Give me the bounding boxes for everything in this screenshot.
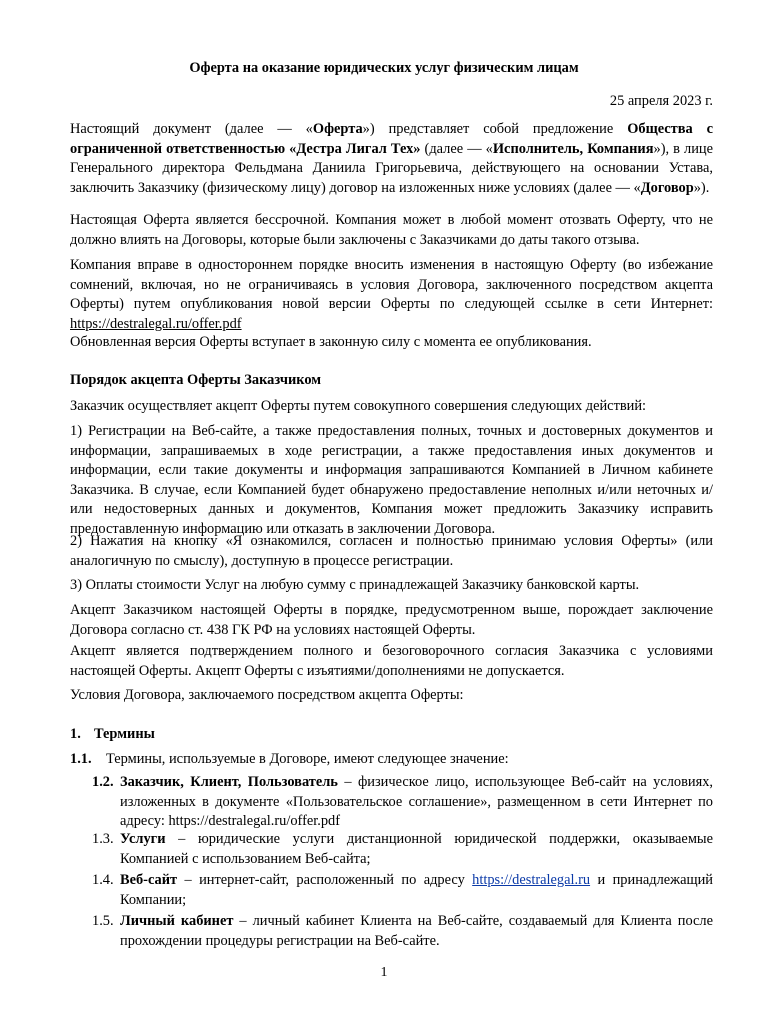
acceptance-paragraph-4: 3) Оплаты стоимости Услуг на любую сумму с принадлежащей Заказчику банковской карты. bbox=[70, 577, 640, 593]
acceptance-heading: Порядок акцепта Оферты Заказчиком bbox=[70, 372, 322, 388]
term-item-1-1 bbox=[70, 750, 713, 770]
acceptance-paragraph-7: Условия Договора, заключаемого посредством акцепта Оферты: bbox=[70, 687, 464, 703]
intro-paragraph-2: Настоящая Оферта является бессрочной. Компания может в любой момент отозвать Оферту, что не должно влиять на Договоры, которые были заключены с Заказчиками до даты такого отзыва. bbox=[70, 212, 713, 248]
section-title: Термины bbox=[94, 726, 155, 742]
term-item-1-3: 1.3. Услуги – юридические услуги дистанционной юридической поддержки, оказываемые Компанией с использованием Веб-сайта; bbox=[92, 831, 713, 867]
website-link[interactable]: https://destralegal.ru bbox=[472, 872, 591, 888]
term-item-1-2: 1.2. Заказчик, Клиент, Пользователь – физическое лицо, использующее Веб-сайт на условиях, изложенных в документе «Пользовательское соглашение», размещенном в сети Интернет по адресу: https://destralegal.ru/offer.pdf bbox=[92, 774, 713, 829]
item-number: 1.5. bbox=[92, 913, 114, 929]
intro-paragraph-3: Компания вправе в одностороннем порядке вносить изменения в настоящую Оферту (во избежание сомнений, включая, но не ограничиваясь в условия Договора, заключенного посредством акцепта Оферты) путем опубликования новой версии Оферты по следующей ссылке в сети Интернет: https://destralegal.ru/offer.pdf bbox=[70, 257, 713, 332]
term-name: Заказчик, Клиент, Пользователь bbox=[120, 774, 338, 790]
item-number: 1.1. bbox=[70, 751, 92, 767]
intro-paragraph-1: Настоящий документ (далее — «Оферта») представляет собой предложение Общества с ограниченной ответственностью «Дестра Лигал Тех» (далее — «Исполнитель, Компания»), в лице Генерального директора Фельдмана Даниила Григорьевича, действующего на основании Устава, заключить Заказчику (физическому лицу) договор на изложенных ниже условиях (далее — «Договор»). bbox=[70, 121, 714, 196]
item-number: 1.2. bbox=[92, 774, 114, 790]
item-number: 1.3. bbox=[92, 831, 114, 847]
page-number: 1 bbox=[380, 965, 388, 980]
section-number: 1. bbox=[70, 726, 81, 742]
acceptance-paragraph-6: Акцепт является подтверждением полного и безоговорочного согласия Заказчика с условиями настоящей Оферты. Акцепт Оферты с изъятиями/дополнениями не допускается. bbox=[70, 643, 713, 679]
term-item-1-4: 1.4. Веб-сайт – интернет-сайт, расположенный по адресу https://destralegal.ru и принадлежащий Компании; bbox=[92, 872, 713, 908]
acceptance-paragraph-2: 1) Регистрации на Веб-сайте, а также предоставления полных, точных и достоверных документов и информации, запрашиваемых в ходе регистрации, а также предоставления иных документов и информации, если такие документы и информация запрашиваются Компанией в Личном кабинете Заказчика. В случае, если Компанией будет обнаружено предоставление неполных и/или неточных и/или недостоверных данных и документов, Компания может предложить Заказчику исправить предоставленную информацию или отказать в заключении Договора. bbox=[70, 423, 713, 537]
term-name: Веб-сайт bbox=[120, 872, 178, 888]
term-name: Личный кабинет bbox=[120, 913, 234, 929]
acceptance-paragraph-1: Заказчик осуществляет акцепт Оферты путем совокупного совершения следующих действий: bbox=[70, 398, 647, 414]
acceptance-paragraph-5: Акцепт Заказчиком настоящей Оферты в порядке, предусмотренном выше, порождает заключение Договора согласно ст. 438 ГК РФ на условиях настоящей Оферты. bbox=[70, 602, 713, 638]
item-number: 1.4. bbox=[92, 872, 114, 888]
document-title: Оферта на оказание юридических услуг физическим лицам bbox=[189, 60, 579, 76]
term-name: Услуги bbox=[120, 831, 166, 847]
intro-paragraph-4: Обновленная версия Оферты вступает в законную силу с момента ее опубликования. bbox=[70, 334, 592, 350]
term-item-1-5: 1.5. Личный кабинет – личный кабинет Клиента на Веб-сайте, создаваемый для Клиента после прохождении процедуры регистрации на Веб-сайте. bbox=[92, 913, 713, 949]
document-date: 25 апреля 2023 г. bbox=[609, 93, 713, 109]
item-text: Термины, используемые в Договоре, имеют следующее значение: bbox=[106, 751, 509, 767]
offer-link[interactable]: https://destralegal.ru/offer.pdf bbox=[70, 315, 242, 332]
acceptance-paragraph-3: 2) Нажатия на кнопку «Я ознакомился, согласен и полностью принимаю условия Оферты» (или аналогичную по смыслу), доступную в процессе регистрации. bbox=[70, 533, 713, 569]
section-terms-heading bbox=[70, 725, 713, 745]
